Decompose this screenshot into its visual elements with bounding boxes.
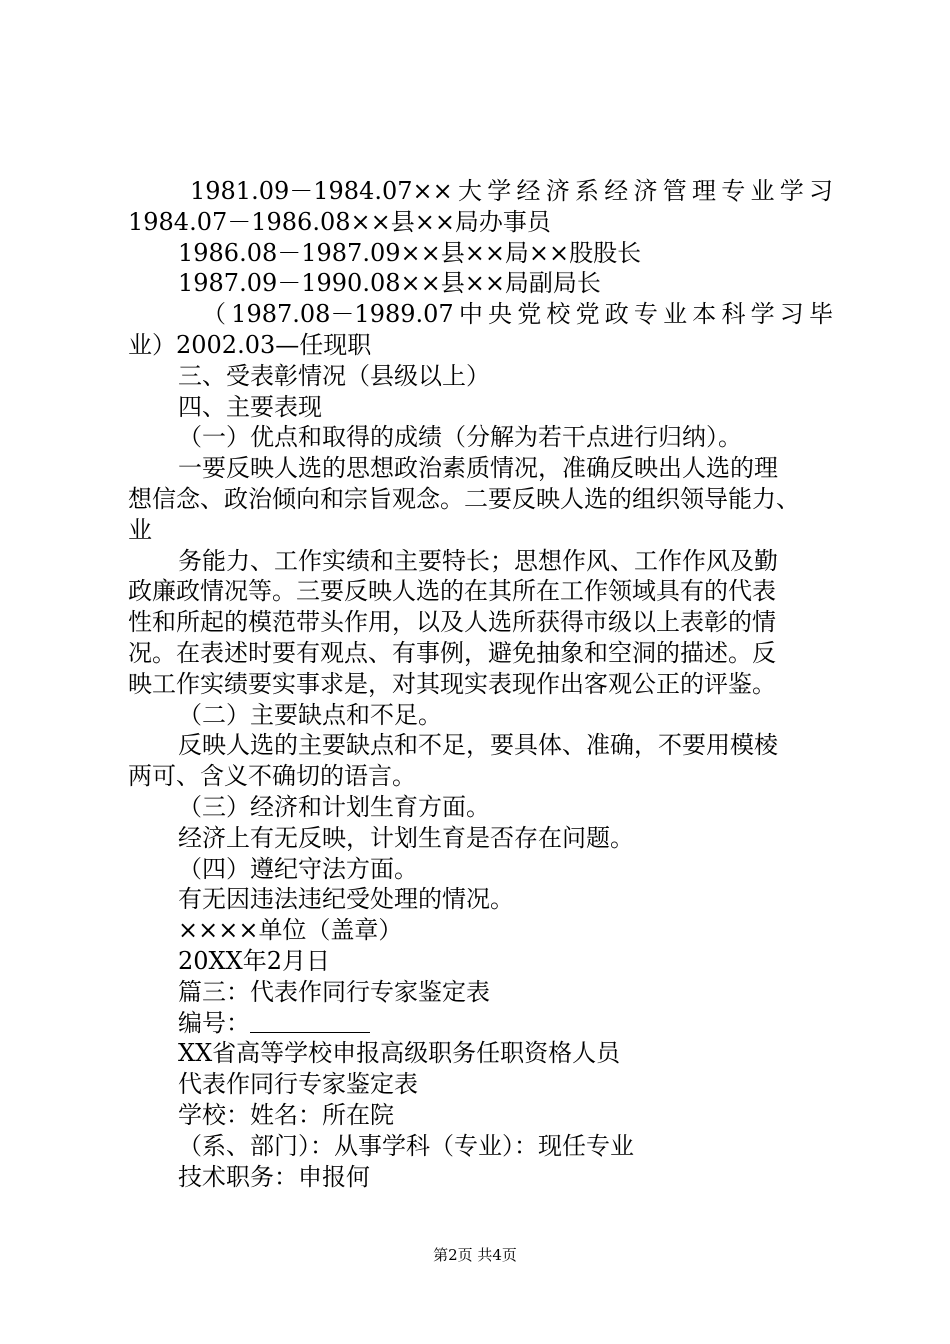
subsection-heading: （二）主要缺点和不足。	[178, 700, 442, 729]
document-body	[128, 176, 833, 1192]
text-line: 性和所起的模范带头作用，以及人选所获得市级以上表彰的情	[128, 608, 776, 637]
number-blank	[250, 1010, 370, 1033]
subsection-heading: （三）经济和计划生育方面。	[178, 792, 490, 821]
text-line: 想信念、政治倾向和宗旨观念。二要反映人选的组织领导能力、	[128, 484, 800, 513]
text-line: 务能力、工作实绩和主要特长；思想作风、工作作风及勤	[178, 546, 778, 575]
section-heading: 三、受表彰情况（县级以上）	[178, 361, 490, 390]
text-line: 1986.08－1987.09××县××局××股股长	[178, 238, 642, 267]
text-line: 学校：姓名：所在院	[178, 1100, 394, 1129]
number-field-line	[128, 1008, 833, 1039]
page-number: 第2页 共4页	[433, 1246, 517, 1264]
subsection-heading: （一）优点和取得的成绩（分解为若干点进行归纳）。	[178, 423, 742, 452]
text-line: 1987.09－1990.08××县××局副局长	[178, 269, 601, 298]
text-line: 政廉政情况等。三要反映人选的在其所在工作领域具有的代表	[128, 577, 776, 606]
text-line: 两可、含义不确切的语言。	[128, 762, 416, 791]
text-line: 有无因违法违纪受处理的情况。	[178, 885, 514, 914]
text-line: 技术职务：申报何	[178, 1162, 370, 1191]
text-line: 业	[128, 515, 152, 544]
text-line: ××××单位（盖章）	[178, 916, 403, 945]
text-line: 20XX年2月日	[178, 946, 330, 975]
text-line: 1981.09－1984.07××大学经济系经济管理专业学习	[190, 177, 833, 205]
text-line: 经济上有无反映，计划生育是否存在问题。	[178, 823, 634, 852]
text-line: 映工作实绩要实事求是，对其现实表现作出客观公正的评鉴。	[128, 669, 776, 698]
page-footer	[0, 1245, 950, 1265]
text-line: 反映人选的主要缺点和不足，要具体、准确，不要用模棱	[178, 731, 778, 760]
text-line: 业）2002.03—任现职	[128, 330, 372, 359]
section-heading: 四、主要表现	[178, 392, 322, 421]
text-line: （1987.08－1989.07中央党校党政专业本科学习毕	[202, 300, 833, 329]
text-line: 一要反映人选的思想政治素质情况，准确反映出人选的理	[178, 454, 778, 483]
number-label: 编号：	[178, 1008, 250, 1037]
text-line: （系、部门）：从事学科（专业）：现任专业	[178, 1131, 634, 1160]
subsection-heading: （四）遵纪守法方面。	[178, 854, 418, 883]
text-line: 代表作同行专家鉴定表	[178, 1070, 418, 1099]
text-line: 况。在表述时要有观点、有事例，避免抽象和空洞的描述。反	[128, 638, 776, 667]
text-line: 1984.07－1986.08××县××局办事员	[128, 207, 551, 236]
text-line: XX省高等学校申报高级职务任职资格人员	[178, 1039, 621, 1068]
section-heading: 篇三：代表作同行专家鉴定表	[178, 977, 490, 1006]
